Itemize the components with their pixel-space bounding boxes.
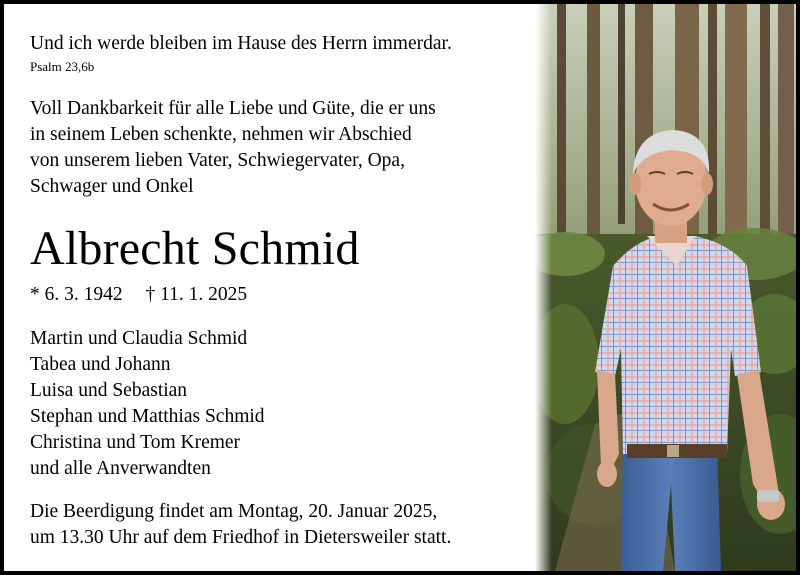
verse-reference: Psalm 23,6b: [30, 59, 95, 74]
intro-line-1: Voll Dankbarkeit für alle Liebe und Güte, die er uns: [30, 98, 436, 119]
mourner-line: und alle Anverwandten: [30, 458, 211, 479]
mourner-line: Martin und Claudia Schmid: [30, 328, 248, 349]
deceased-name: Albrecht Schmid: [30, 222, 360, 275]
mourner-line: Stephan und Matthias Schmid: [30, 406, 265, 427]
funeral-info-line-2: um 13.30 Uhr auf dem Friedhof in Dietersweiler statt.: [30, 527, 452, 548]
birth-date: * 6. 3. 1942: [30, 284, 123, 305]
portrait-photo: [535, 4, 800, 571]
mourner-line: Christina und Tom Kremer: [30, 432, 241, 453]
intro-line-2: in seinem Leben schenkte, nehmen wir Abschied: [30, 124, 412, 145]
mourner-line: Luisa und Sebastian: [30, 380, 188, 401]
intro-line-4: Schwager und Onkel: [30, 176, 194, 197]
bible-verse: Und ich werde bleiben im Hause des Herrn immerdar.: [30, 33, 452, 54]
death-date: † 11. 1. 2025: [145, 284, 248, 305]
mourner-line: Tabea und Johann: [30, 354, 171, 375]
life-dates: [30, 282, 247, 308]
funeral-info-line-1: Die Beerdigung findet am Montag, 20. Januar 2025,: [30, 501, 438, 522]
intro-line-3: von unserem lieben Vater, Schwiegervater, Opa,: [30, 150, 405, 171]
